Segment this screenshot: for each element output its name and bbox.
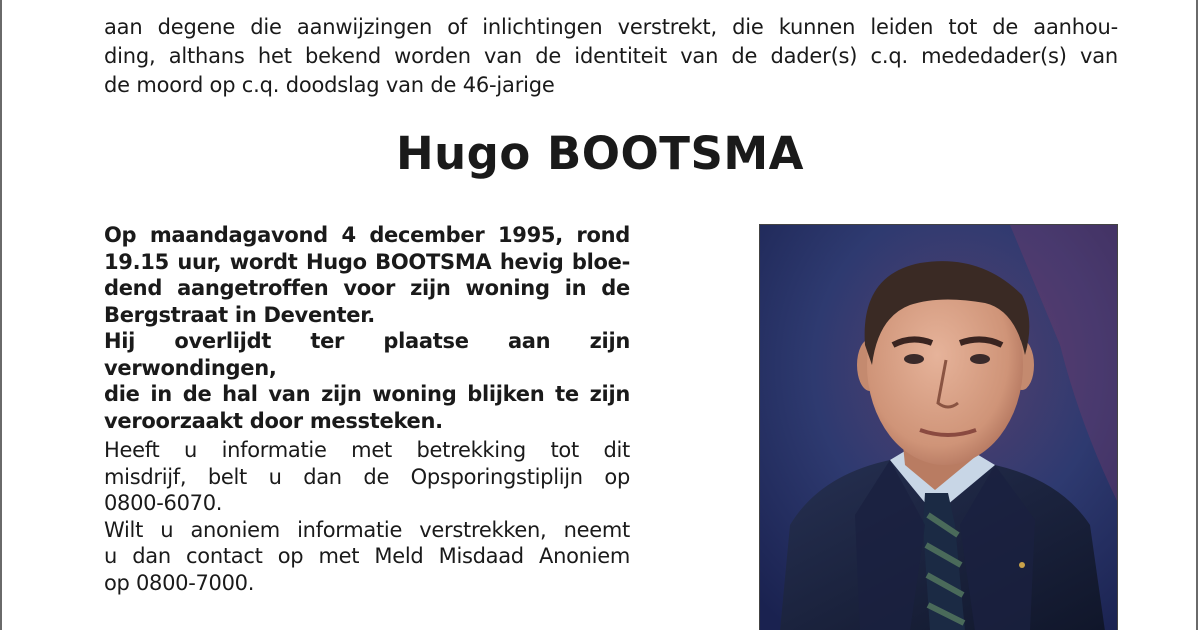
contact-information [104,437,630,596]
intro-line: ding, althans het bekend worden van de identiteit van de dader(s) c.q. mededader(s) van [104,44,1118,68]
anonymous-number: op 0800-7000. [104,570,255,595]
story-line: 19.15 uur, wordt Hugo BOOTSMA hevig bloe- [104,249,630,274]
intro-line: aan degene die aanwijzingen of inlichtingen verstrekt, die kunnen leiden tot de aanhou- [104,15,1118,39]
story-line: Op maandagavond 4 december 1995, rond [104,223,630,247]
incident-description [104,222,630,434]
portrait-illustration [760,225,1118,630]
story-line: die in de hal van zijn woning blijken te zijn [104,382,630,406]
intro-line: de moord op c.q. doodslag van de 46-jarige [104,73,555,97]
contact-line: u dan contact op met Meld Misdaad Anoniem [104,544,630,568]
contact-line: misdrijf, belt u dan de Opsporingstiplijn op [104,464,630,489]
contact-line: Wilt u anoniem informatie verstrekken, neemt [104,517,630,542]
story-line: dend aangetroffen voor zijn woning in de [104,276,630,300]
victim-portrait-photo [759,224,1118,630]
story-line: Hij overlijdt ter plaatse aan zijn verwondingen, [104,329,630,380]
story-line: Bergstraat in Deventer. [104,302,375,327]
story-line: veroorzaakt door messteken. [104,408,443,433]
intro-paragraph [104,13,1118,100]
contact-line: Heeft u informatie met betrekking tot dit [104,438,630,462]
victim-name-heading: Hugo BOOTSMA [395,127,804,180]
tipline-number: 0800-6070. [104,491,223,515]
